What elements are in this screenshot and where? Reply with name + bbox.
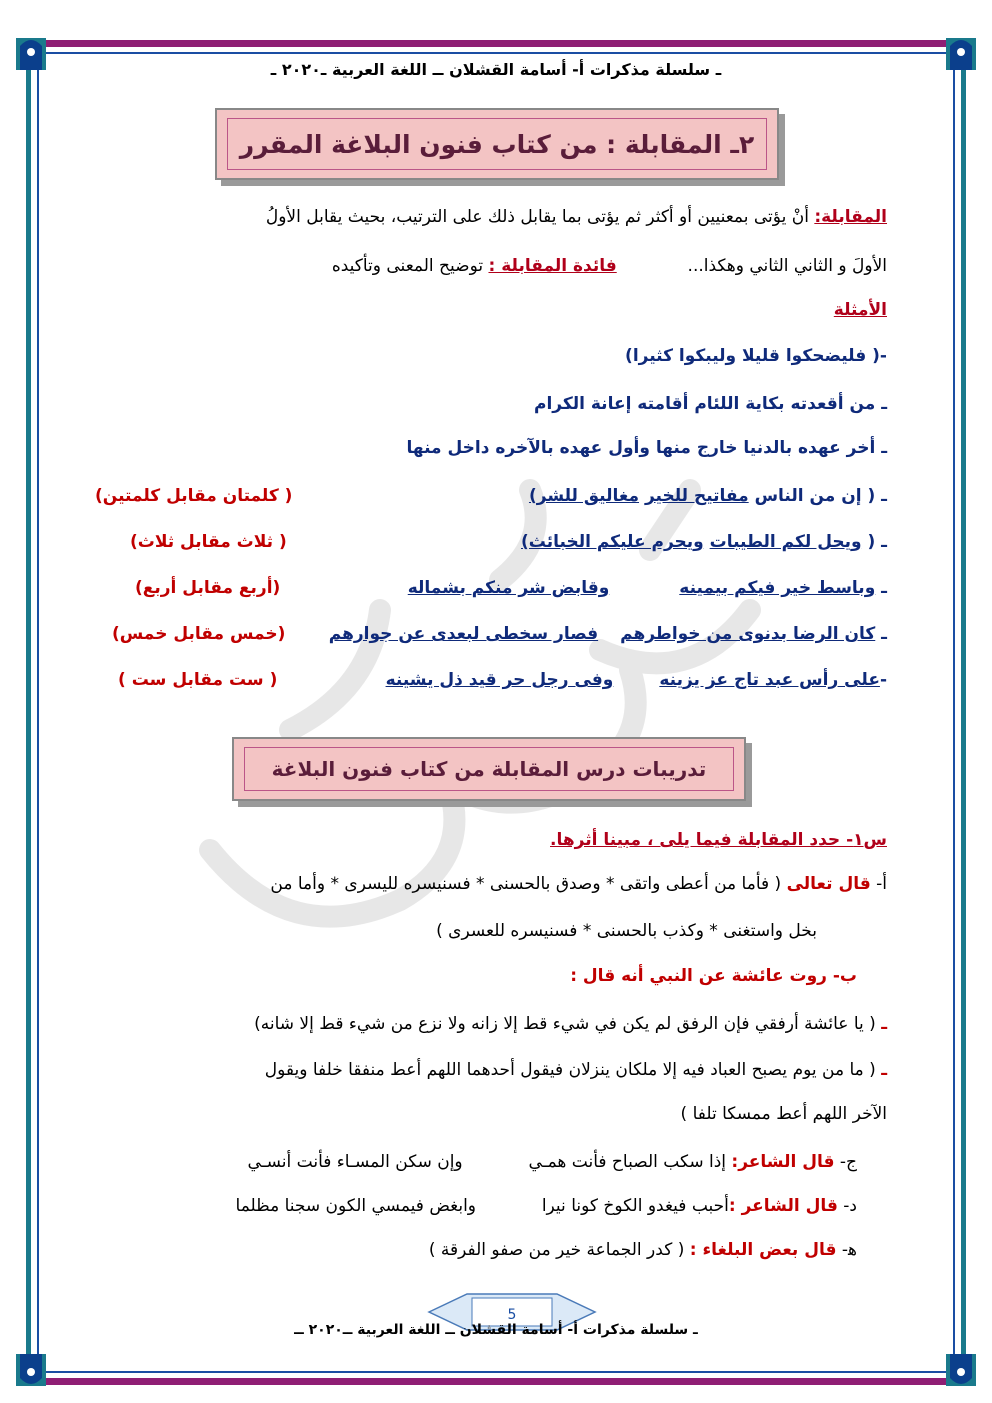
q1-item-a [95,874,887,894]
pair-prefix: ـ [875,624,887,644]
quote-text: ( ما من يوم يصبح العباد فيه إلا ملكان ينزلان فيقول أحدهما اللهم أعط منفقا خلفا ويقول [264,1060,882,1080]
page-number: 5 [507,1307,517,1323]
example-item: -( فليضحكوا قليلا وليبكوا كثيرا) [625,346,887,366]
verse-second: وابغض فيمسي الكون سجنا مظلما [235,1196,477,1216]
item-mark: د- [843,1196,857,1216]
definition-line-2 [80,256,887,276]
pair-note: (خمس مقابل خمس) [112,624,286,644]
quote-text: ( يا عائشة أرفقي فإن الرفق لم يكن في شيء قط إلا زانه ولا نزع من شيء قط إلا شانه) [254,1014,882,1034]
q1-b-quote-2 [95,1060,887,1080]
pair-prefix: - [879,670,887,690]
examples-title: الأمثلة [833,300,887,320]
pair-note: ( ست مقابل ست ) [118,670,278,690]
item-label: قال الشاعر: [731,1152,835,1172]
corner-ornament-icon [944,1352,978,1392]
q1-b-quote-1 [95,1014,887,1034]
example-item: ـ من أقعدته بكاية اللئام أقامته إعانة الكرام [534,394,887,414]
benefit-label: فائدة المقابلة : [488,256,617,276]
pair-second: مغاليق للشر) [528,486,640,506]
definition-line-1 [80,207,887,227]
q1-item-a-cont: بخل واستغنى * وكذب بالحسنى * فسنيسره للعسرى ) [436,921,817,941]
pair-note: (أربع مقابل أربع) [135,578,281,598]
page-footer: ـ سلسلة مذكرات أ- أسامة القشلان ــ اللغة العربية ــ٢٠٢٠ ــ [294,1322,698,1338]
section-title: ٢ـ المقابلة : من كتاب فنون البلاغة المقرر [239,129,755,159]
item-text: ( كدر الجماعة خير من صفو الفرقة ) [428,1240,690,1260]
pair-first: مفاتيح للخير [644,486,749,506]
pair-prefix: ـ [875,578,887,598]
q1-item-d [80,1196,857,1216]
example-item: ـ أخر عهده بالدنيا خارج منها وأول عهده بالآخره داخل منها [406,438,887,458]
verse-second: وإن سكن المسـاء فأنت أنسـي [247,1152,463,1172]
q1-item-b: ب- روت عائشة عن النبي أنه قال : [570,966,857,986]
item-mark: ﻫ- [841,1240,857,1260]
pair-second: فصار سخطى لبعدى عن جوارهم [328,624,599,644]
pair-first: على رأس عبد تاج عز يزينه [659,670,880,690]
exercises-title: تدريبات درس المقابلة من كتاب فنون البلاغة [271,757,707,781]
pair-prefix: ـ ( إن من الناس [748,486,887,506]
corner-ornament-icon [14,1352,48,1392]
pair-second: وقابض شر منكم بشماله [407,578,610,598]
page-header: ـ سلسلة مذكرات أ- أسامة القشلان ــ اللغة العربية ـ٢٠٢٠ ـ [270,60,722,79]
bullet-dash: ـ [881,1014,887,1034]
item-text: ( فأما من أعطى واتقى * وصدق بالحسنى * فسنيسره لليسرى * وأما من [270,874,787,894]
benefit-text: توضيح المعنى وتأكيده [331,256,489,276]
pair-second: وفى رجل حر قيد ذل يشينه [385,670,614,690]
pair-first: ويحل لكم الطيبات [709,532,862,552]
q1-b-quote-2-cont: الآخر اللهم أعط ممسكا تلفا ) [680,1104,887,1124]
item-label: قال تعالى [786,874,871,894]
watermark-icon [170,430,790,990]
definition-text-2: الأولَ و الثاني الثاني وهكذا... [687,256,887,276]
question-title: س١- حدد المقابلة فيما يلى ، مبينا أثرها. [550,830,887,850]
pair-first: وباسط خير فيكم بيمينه [679,578,876,598]
item-mark: أ- [876,874,887,894]
pair-second: ويحرم عليكم الخبائث) [521,532,704,552]
section-title-banner [215,108,779,180]
verse-first: أحبب فيغدو الكوخ كونا نيرا [541,1196,729,1216]
item-label: قال الشاعر : [728,1196,838,1216]
exercises-banner [232,737,746,801]
pair-prefix: ـ ( [861,532,887,552]
pair-note: ( ثلاث مقابل ثلاث) [130,532,287,552]
item-label: قال بعض البلغاء : [689,1240,837,1260]
definition-text: أنْ يؤتى بمعنيين أو أكثر ثم يؤتى بما يقابل ذلك على الترتيب، بحيث يقابل الأولُ [265,207,815,227]
pair-note: ( كلمتان مقابل كلمتين) [95,486,293,506]
verse-first: إذا سكب الصباح فأنت همـي [528,1152,732,1172]
q1-item-c [80,1152,857,1172]
item-mark: ج- [839,1152,857,1172]
bullet-dash: ـ [881,1060,887,1080]
q1-item-e [80,1240,857,1260]
definition-term: المقابلة: [814,207,887,227]
pair-first: كان الرضا بدنوى من خواطرهم [620,624,876,644]
